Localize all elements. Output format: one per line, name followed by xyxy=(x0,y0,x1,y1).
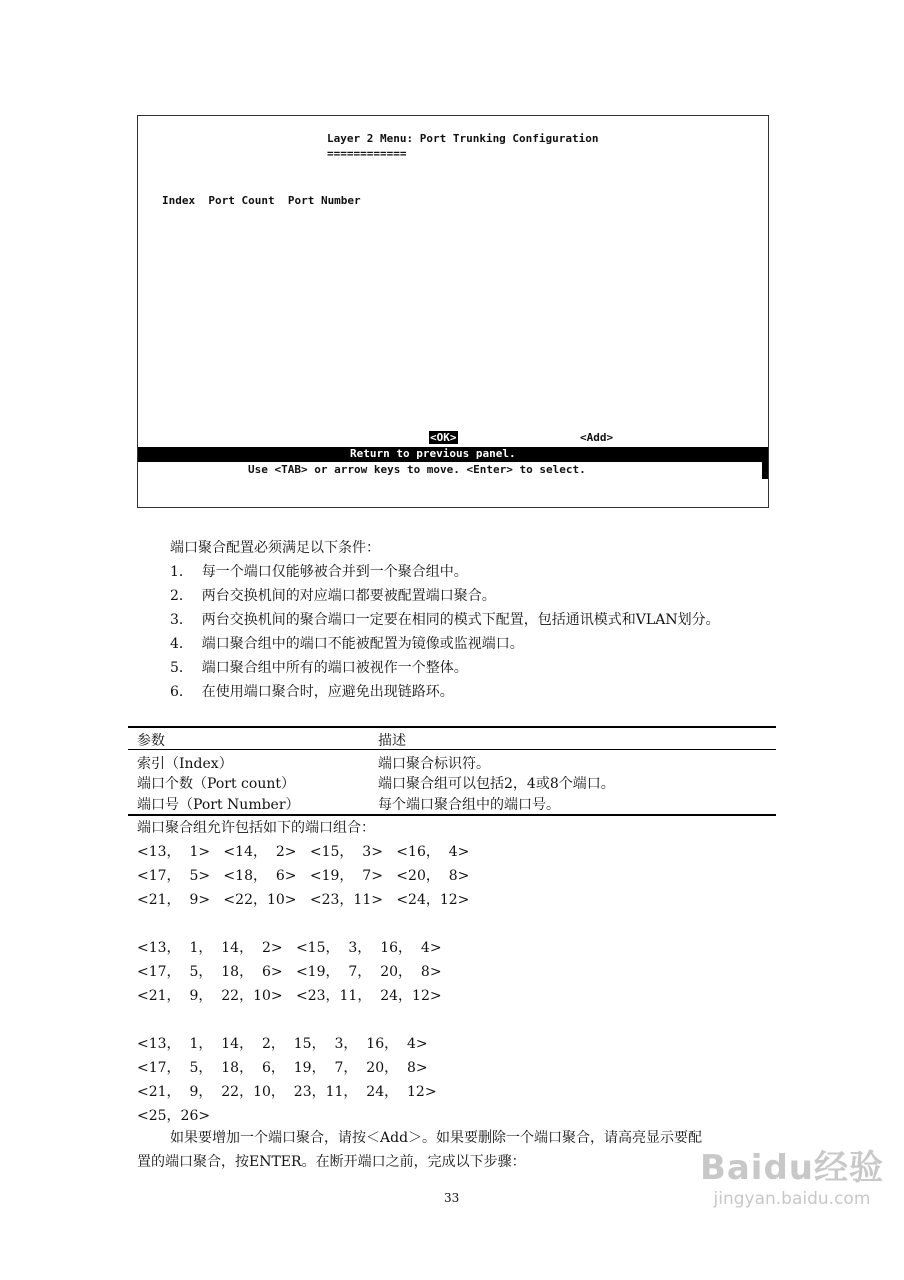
table-cell: 端口个数（Port count） xyxy=(137,776,295,792)
table-top-rule xyxy=(128,726,776,728)
closing-line-2: 置的端口聚合，按ENTER。在断开端口之前，完成以下步骤： xyxy=(137,1154,526,1170)
watermark-url: jingyan.baidu.com xyxy=(713,1189,871,1209)
page-number: 33 xyxy=(444,1191,460,1205)
intro-text: 端口聚合配置必须满足以下条件： xyxy=(170,540,380,556)
combo-row: <25，26> xyxy=(137,1108,211,1124)
baidu-watermark xyxy=(700,1140,884,1209)
combo-row: <13， 1， 14， 2， 15， 3， 16， 4> xyxy=(137,1036,428,1052)
watermark-brand: Baidu经验 xyxy=(699,1148,884,1188)
table-bottom-rule xyxy=(128,814,776,816)
status-bar xyxy=(138,447,768,462)
condition-3: 3． 两台交换机间的聚合端口一定要在相同的模式下配置，包括通讯模式和VLAN划分。 xyxy=(170,612,720,628)
combo-row: <21， 9， 22，10> <23，11， 24，12> xyxy=(137,988,442,1004)
add-button[interactable]: <Add> xyxy=(580,431,614,444)
condition-4: 4． 端口聚合组中的端口不能被配置为镜像或监视端口。 xyxy=(170,636,524,652)
status-text: Return to previous panel. xyxy=(350,447,516,460)
cursor-block xyxy=(762,461,768,479)
combo-row: <17， 5> <18， 6> <19， 7> <20， 8> xyxy=(137,868,470,884)
condition-6: 6． 在使用端口聚合时，应避免出现链路环。 xyxy=(170,684,454,700)
header-param: 参数 xyxy=(137,733,165,749)
condition-1: 1． 每一个端口仅能够被合并到一个聚合组中。 xyxy=(170,564,468,580)
column-headers: Index Port Count Port Number xyxy=(162,194,361,207)
combo-row: <17， 5， 18， 6， 19， 7， 20， 8> xyxy=(137,1060,428,1076)
combos-intro: 端口聚合组允许包括如下的端口组合： xyxy=(137,820,375,836)
closing-line-1: 如果要增加一个端口聚合，请按＜Add＞。如果要删除一个端口聚合，请高亮显示要配 xyxy=(170,1130,703,1146)
terminal-screenshot xyxy=(137,115,769,508)
combo-row: <13， 1， 14， 2> <15， 3， 16， 4> xyxy=(137,940,442,956)
table-cell: 端口聚合组可以包括2，4或8个端口。 xyxy=(378,776,615,792)
combo-row: <13， 1> <14， 2> <15， 3> <16， 4> xyxy=(137,844,470,860)
table-cell: 索引（Index） xyxy=(137,756,233,772)
combo-row: <21， 9> <22，10> <23，11> <24，12> xyxy=(137,892,470,908)
hint-text: Use <TAB> or arrow keys to move. <Enter> to select. xyxy=(248,463,586,476)
table-cell: 每个端口聚合组中的端口号。 xyxy=(378,797,560,813)
combo-row: <17， 5， 18， 6> <19， 7， 20， 8> xyxy=(137,964,442,980)
table-cell: 端口号（Port Number） xyxy=(137,797,300,813)
condition-2: 2． 两台交换机间的对应端口都要被配置端口聚合。 xyxy=(170,588,496,604)
table-cell: 端口聚合标识符。 xyxy=(378,756,490,772)
terminal-title: Layer 2 Menu: Port Trunking Configuration xyxy=(327,132,599,145)
table-header-rule xyxy=(128,749,776,750)
title-underline: ============ xyxy=(327,147,407,160)
combo-row: <21， 9， 22，10， 23，11， 24， 12> xyxy=(137,1084,437,1100)
condition-5: 5． 端口聚合组中所有的端口被视作一个整体。 xyxy=(170,660,468,676)
header-desc: 描述 xyxy=(378,733,406,749)
ok-button[interactable]: <OK> xyxy=(430,431,457,444)
